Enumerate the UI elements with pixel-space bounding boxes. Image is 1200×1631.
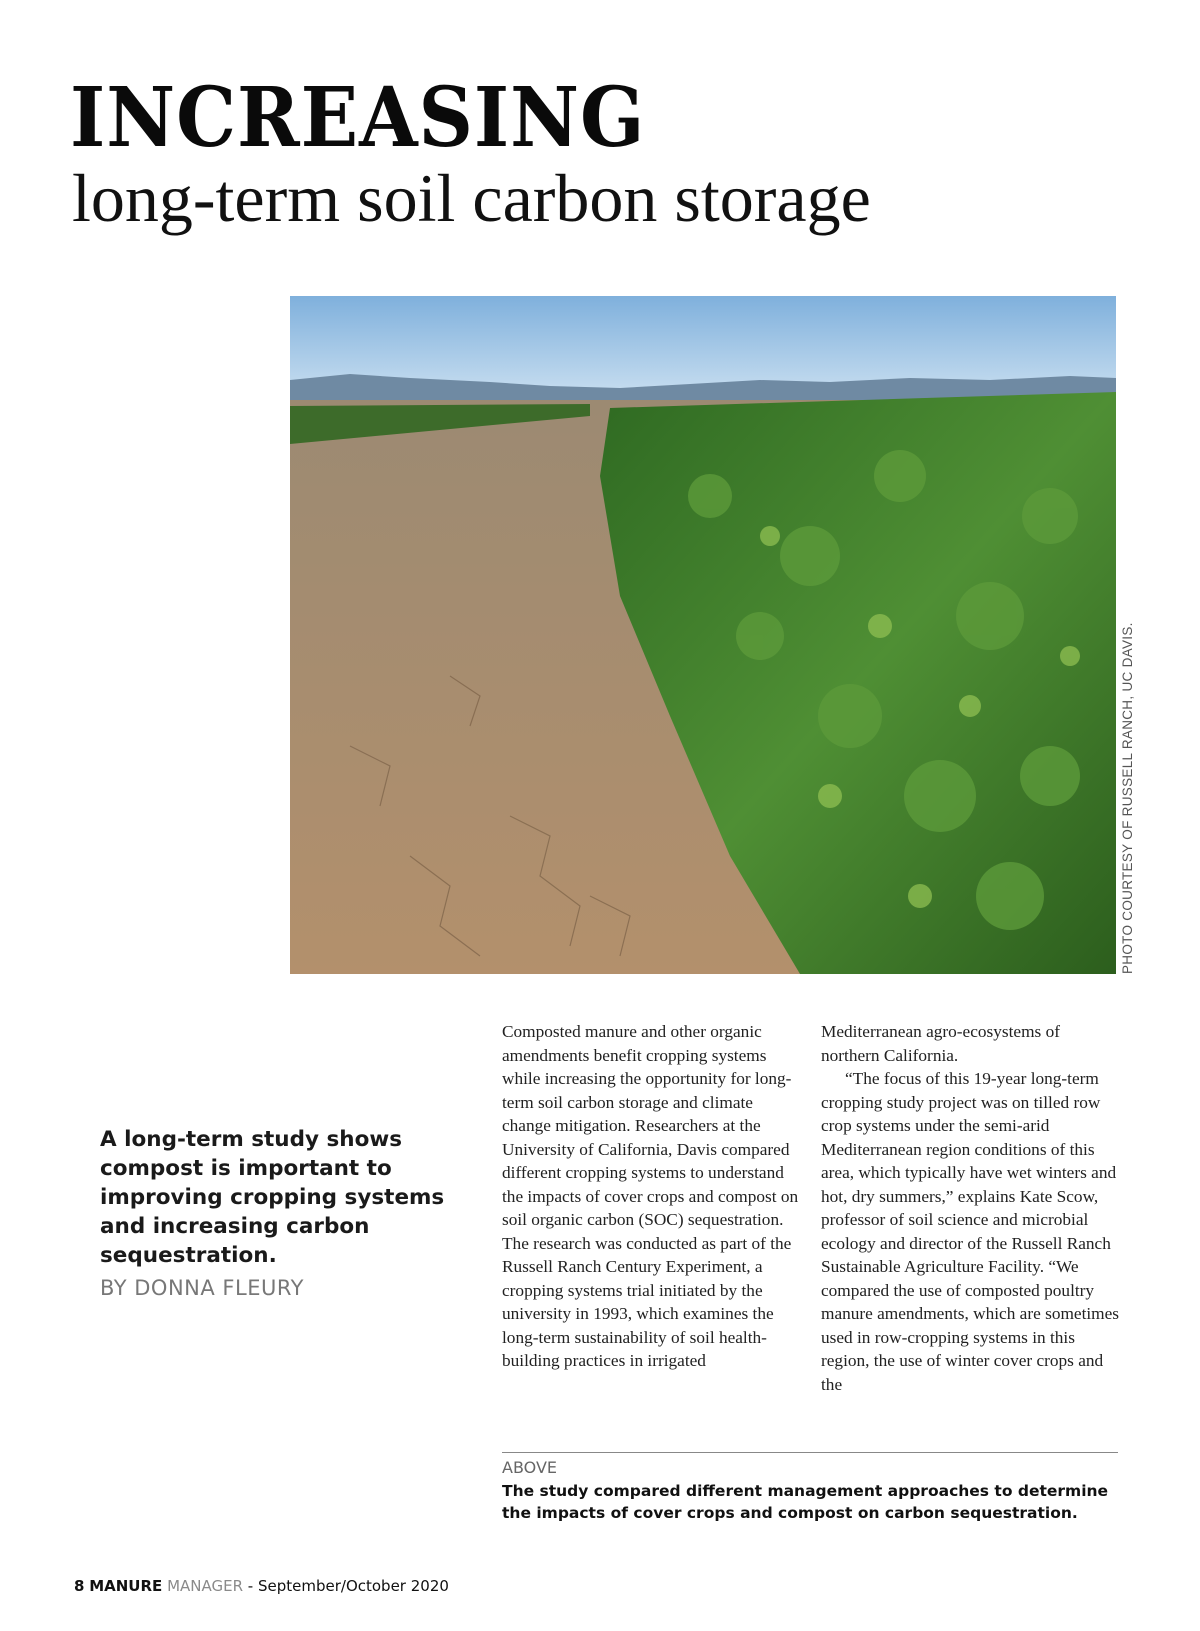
page-footer (74, 1577, 449, 1595)
caption-label: ABOVE (502, 1458, 558, 1477)
photo-credit: PHOTO COURTESY OF RUSSELL RANCH, UC DAVIS. (1120, 622, 1135, 974)
photo-credit-container (1120, 622, 1142, 974)
publication-name-light: MANAGER (167, 1577, 244, 1595)
publication-name-bold: MANURE (89, 1577, 163, 1595)
field-photo (290, 296, 1116, 974)
body-paragraph: Mediterranean agro-ecosystems of northern California. (821, 1022, 1060, 1065)
body-column-2 (821, 1020, 1121, 1446)
photo-caption: The study compared different management approaches to determine the impacts of cover crops and compost on carbon sequestration. (502, 1482, 1109, 1522)
caption-divider (502, 1452, 1118, 1453)
body-paragraph: “The focus of this 19-year long-term cropping study project was on tilled row crop systems under the semi-arid Mediterranean region conditions of this area, which typically have wet winters and hot, dry summers,” explains Kate Scow, professor of soil science and microbial ecology and director of the Russell Ranch Sustainable Agriculture Facility. “We compared the use of composted poultry manure amendments, which are sometimes used in row-cropping systems in this region, the use of winter cover crops and the (821, 1069, 1120, 1394)
byline: BY DONNA FLEURY (100, 1276, 304, 1300)
article-subtitle: long-term soil carbon storage (72, 160, 871, 236)
page-number: 8 (74, 1577, 85, 1595)
article-deck: A long-term study shows compost is important to improving cropping systems and increasing carbon sequestration. (100, 1127, 445, 1268)
article-title: INCREASING (70, 70, 646, 166)
body-column-1 (502, 1020, 806, 1446)
body-paragraph: Composted manure and other organic amendments benefit cropping systems while increasing the opportunity for long-term soil carbon storage and climate change mitigation. Researchers at the University of California, Davis compared different cropping systems to understand the impacts of cover crops and compost on soil organic carbon (SOC) sequestration. The research was conducted as part of the Russell Ranch Century Experiment, a cropping systems trial initiated by the university in 1993, which examines the long-term sustainability of soil health-building practices in irrigated (502, 1022, 799, 1370)
issue-date: - September/October 2020 (243, 1577, 449, 1595)
